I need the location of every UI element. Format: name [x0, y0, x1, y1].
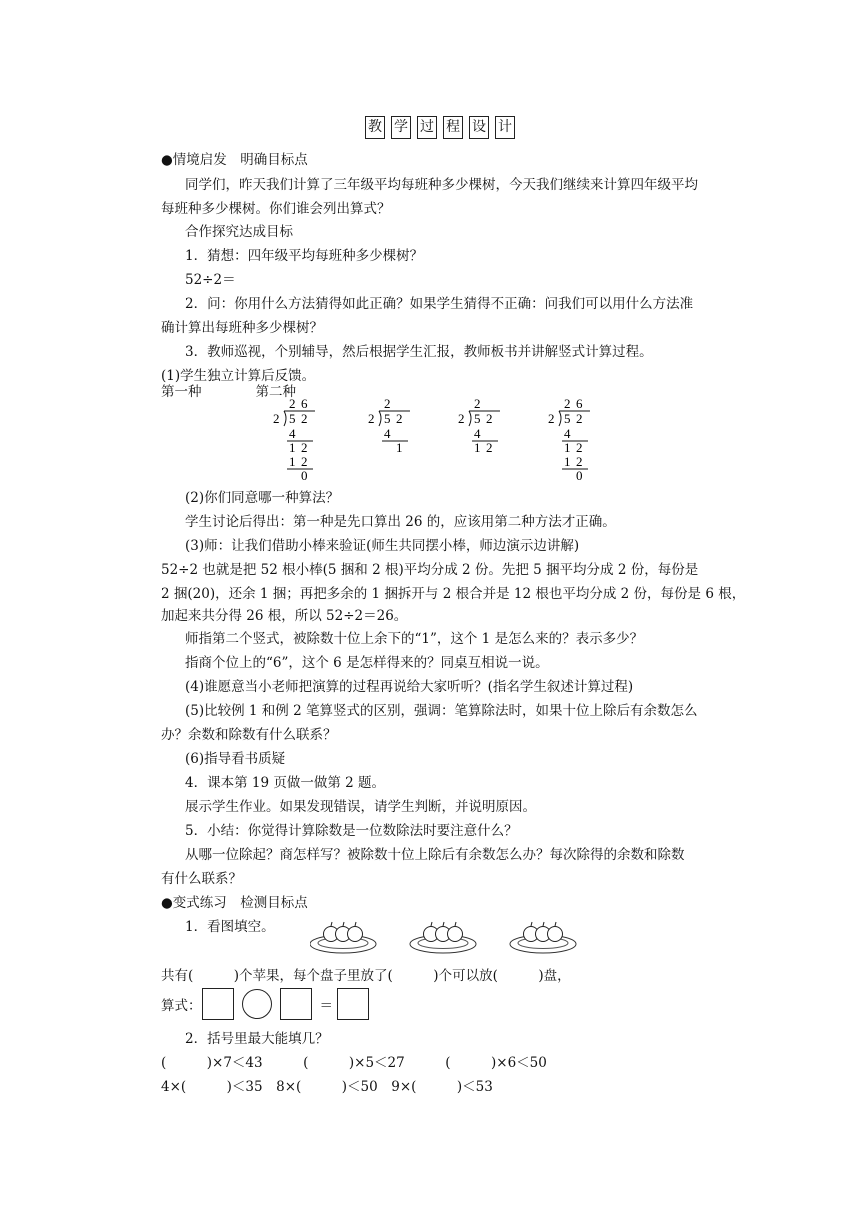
apple-stem — [455, 922, 456, 926]
title-char: 设 — [469, 116, 489, 139]
paragraph-line: 展示学生作业。如果发现错误，请学生判断，并说明原因。 — [185, 799, 536, 815]
paragraph-line: 52÷2 也就是把 52 根小棒(5 捆和 2 根)平均分成 2 份。先把 5 捆平均分成 2 份，每份是 — [161, 562, 699, 578]
paragraph-line: 1．猜想：四年级平均每班种多少棵树？ — [185, 248, 424, 264]
dividend-digit: 2 — [396, 411, 403, 426]
paragraph-line: (3)师：让我们借助小棒来验证(师生共同摆小棒，师边演示边讲解) — [185, 538, 580, 554]
step-digit: 2 — [301, 454, 308, 469]
quotient-digit: 2 — [384, 397, 391, 411]
step-digit: 1 — [564, 440, 571, 455]
step-digit: 1 — [396, 440, 403, 455]
step-digit: 1 — [289, 454, 296, 469]
apple-plates-illustration — [310, 918, 580, 958]
paragraph-line: (2)你们同意哪一种算法？ — [185, 490, 340, 506]
method-labels: 第一种 第二种 — [161, 384, 296, 400]
dividend-digit: 5 — [289, 411, 296, 426]
paragraph-line: 加起来共分得 26 根，所以 52÷2＝26。 — [161, 608, 408, 624]
quotient-digit: 6 — [576, 397, 583, 411]
paragraph-line: 办？余数和除数有什么联系？ — [161, 727, 337, 743]
apple-stem — [331, 922, 332, 926]
equation-line: 52÷2＝ — [185, 272, 236, 288]
dividend-digit: 2 — [301, 411, 308, 426]
dividend-digit: 5 — [564, 411, 571, 426]
paragraph-line: 指商个位上的“6”，这个 6 是怎样得来的？同桌互相说一说。 — [185, 655, 549, 671]
step-digit: 2 — [576, 440, 583, 455]
divisor-digit: 2 — [458, 411, 465, 426]
divisor-digit: 2 — [368, 411, 375, 426]
formula-label: 算式： — [161, 998, 202, 1014]
paragraph-line: 3．教师巡视，个别辅导，然后根据学生汇报，教师板书并讲解竖式计算过程。 — [185, 344, 653, 360]
step-digit: 0 — [301, 468, 308, 483]
operator-circle[interactable] — [242, 989, 272, 1019]
paragraph-line: (1)学生独立计算后反馈。 — [161, 368, 316, 384]
step-digit: 4 — [384, 426, 391, 441]
paragraph-line: 每班种多少棵树。你们谁会列出算式？ — [161, 201, 391, 217]
title-char: 教 — [365, 116, 385, 139]
apple-stem — [431, 922, 432, 926]
paragraph-line: 师指第二个竖式，被除数十位上余下的“1”，这个 1 是怎么来的？表示多少？ — [185, 631, 644, 647]
step-digit: 4 — [474, 426, 481, 441]
long-division-figures — [255, 397, 615, 487]
paragraph-line: 同学们，昨天我们计算了三年级平均每班种多少棵树，今天我们继续来计算四年级平均 — [185, 177, 698, 193]
paragraph-line: (5)比较例 1 和例 2 笔算竖式的区别，强调：笔算除法时，如果十位上除后有余数怎么 — [185, 703, 698, 719]
heading-practice: ●变式练习 检测目标点 — [161, 895, 308, 911]
step-digit: 0 — [576, 468, 583, 483]
apple-stem — [555, 922, 556, 926]
dividend-digit: 5 — [474, 411, 481, 426]
dividend-digit: 2 — [486, 411, 493, 426]
dividend-digit: 5 — [384, 411, 391, 426]
heading-situation: ●情境启发 明确目标点 — [161, 152, 308, 168]
step-digit: 4 — [564, 426, 571, 441]
subheading: 合作探究达成目标 — [185, 224, 293, 240]
quotient-digit: 2 — [474, 397, 481, 411]
title-char: 计 — [495, 116, 515, 139]
apple-stem — [531, 922, 532, 926]
dividend-digit: 2 — [576, 411, 583, 426]
division-bracket — [559, 411, 561, 426]
step-digit: 1 — [474, 440, 481, 455]
paragraph-line: 从哪一位除起？商怎样写？被除数十位上除后有余数怎么办？每次除得的余数和除数 — [185, 847, 685, 863]
answer-box[interactable] — [337, 988, 369, 1020]
exercise-2-label: 2．括号里最大能填几？ — [185, 1031, 329, 1047]
quotient-digit: 2 — [564, 397, 571, 411]
apple — [348, 927, 363, 942]
answer-box[interactable] — [202, 988, 234, 1020]
step-digit: 2 — [486, 440, 493, 455]
section-title — [365, 116, 521, 139]
step-digit: 1 — [564, 454, 571, 469]
inequality-row: 4×( )＜35 8×( )＜50 9×( )＜53 — [161, 1079, 493, 1095]
division-bracket — [284, 411, 286, 426]
apple-stem — [543, 922, 544, 926]
paragraph-line: 2 捆(20)，还余 1 捆；再把多余的 1 捆拆开与 2 根合并是 12 根也平均分成 2 份，每份是 6 根， — [161, 586, 746, 602]
step-digit: 4 — [289, 426, 296, 441]
apple — [548, 927, 563, 942]
apple-stem — [355, 922, 356, 926]
paragraph-line: 学生讨论后得出：第一种是先口算出 26 的，应该用第二种方法才正确。 — [185, 514, 616, 530]
apple — [448, 927, 463, 942]
inequality-row: ( )×7＜43 ( )×5＜27 ( )×6＜50 — [161, 1055, 547, 1071]
paragraph-line: (6)指导看书质疑 — [185, 751, 286, 767]
title-char: 学 — [391, 116, 411, 139]
equals-sign: ＝ — [319, 998, 333, 1014]
title-char: 过 — [417, 116, 437, 139]
division-bracket — [379, 411, 381, 426]
formula-row — [161, 988, 369, 1020]
quotient-digit: 2 — [289, 397, 296, 411]
apple-stem — [343, 922, 344, 926]
answer-box[interactable] — [280, 988, 312, 1020]
paragraph-line: 2．问：你用什么方法猜得如此正确？如果学生猜得不正确：问我们可以用什么方法准 — [185, 296, 694, 312]
step-digit: 2 — [576, 454, 583, 469]
paragraph-line: 4．课本第 19 页做一做第 2 题。 — [185, 775, 386, 791]
paragraph-line: (4)谁愿意当小老师把演算的过程再说给大家听听？(指名学生叙述计算过程) — [185, 679, 634, 695]
apple-stem — [443, 922, 444, 926]
exercise-1-label: 1．看图填空。 — [185, 919, 275, 935]
divisor-digit: 2 — [548, 411, 555, 426]
step-digit: 1 — [289, 440, 296, 455]
divisor-digit: 2 — [273, 411, 280, 426]
paragraph-line: 有什么联系？ — [161, 871, 242, 887]
fill-in-line: 共有( )个苹果，每个盘子里放了( )个可以放( )盘， — [161, 968, 571, 984]
quotient-digit: 6 — [301, 397, 308, 411]
paragraph-line: 5．小结：你觉得计算除数是一位数除法时要注意什么？ — [185, 823, 518, 839]
step-digit: 2 — [301, 440, 308, 455]
title-char: 程 — [443, 116, 463, 139]
paragraph-line: 确计算出每班种多少棵树？ — [161, 320, 323, 336]
division-bracket — [469, 411, 471, 426]
